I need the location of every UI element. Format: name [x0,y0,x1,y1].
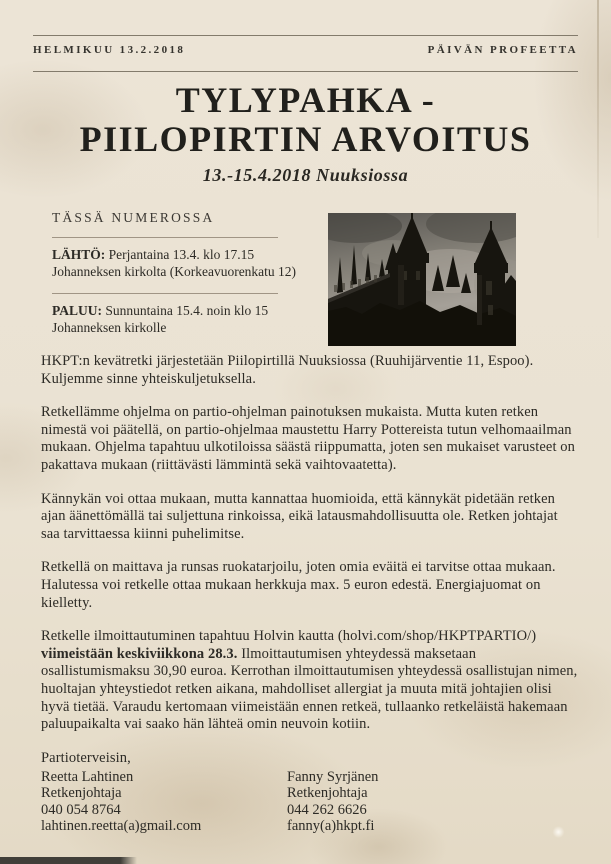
departure-line1 [52,247,302,264]
return-label: PALUU: [52,303,102,318]
contact-name: Fanny Syrjänen [287,769,379,785]
info-divider [52,237,278,238]
departure-location: Johanneksen kirkolta (Korkeavuorenkatu 12) [52,263,297,279]
departure-text: Perjantaina 13.4. klo 17.15 [105,247,255,262]
info-box [52,210,302,336]
castle-photo-image [328,213,516,346]
contact-name: Reetta Lahtinen [41,769,134,785]
castle-photo [328,213,516,346]
contact-email: lahtinen.reetta(a)gmail.com [41,818,202,835]
info-divider [52,293,278,294]
scan-artifact-bar [0,857,137,864]
page-title-line1: TYLYPAHKA - [175,80,436,120]
masthead [33,44,578,56]
paragraph-2: Retkellämme ohjelma on partio-ohjelman painotuksen mukaista. Mutta kuten retken nimestä voi päätellä, on partio-ohjelmaa maustettu Harry Pottereista tutun velhomaailman mukaan. Ohjelma tapahtuu ulkotiloissa säästä riippumatta, joten sen mukaiset varusteet on pakattava mukaan (riittävästi lämmintä sekä vaihtovaatetta). [41,404,575,473]
paragraph-3: Kännykän voi ottaa mukaan, mutta kannattaa huomioida, että kännykät pidetään retken ajan äänettömällä tai suljettuna rinkoissa, eikä latausmahdollisuutta ole. Retken johtajat saa tarvittaessa kiinni puhelimitse. [41,490,558,542]
page-title-line2: PIILOPIRTIN ARVOITUS [79,119,532,159]
info-heading: TÄSSÄ NUMEROSSA [52,210,215,225]
contact-email: fanny(a)hkpt.fi [287,818,375,835]
contact-role: Retkenjohtaja [41,785,122,802]
masthead-date: HELMIKUU 13.2.2018 [33,44,186,56]
paper-crease [597,0,599,238]
signup-text-pre: Retkelle ilmoittautuminen tapahtuu Holvin kautta (holvi.com/shop/HKPTPARTIO/) [41,628,537,645]
return-item [52,303,302,336]
contact-card [287,769,378,835]
page-subtitle: 13.-15.4.2018 Nuuksiossa [202,165,409,185]
return-location: Johanneksen kirkolle [52,319,167,335]
page-title [0,81,611,159]
masthead-brand: PÄIVÄN PROFEETTA [427,44,578,56]
contact-card [41,769,201,835]
return-text: Sunnuntaina 15.4. noin klo 15 [102,303,269,318]
masthead-rule-bottom [33,71,578,72]
article-body [41,353,578,783]
signup-paragraph [41,628,578,734]
signup-deadline: viimeistään keskiviikkona 28.3. [41,645,238,662]
return-line1 [52,303,302,320]
departure-label: LÄHTÖ: [52,247,106,262]
signup-text-post: Ilmoittautumisen yhteydessä maksetaan osallistumismaksu 30,90 euroa. Kerrothan ilmoittautumisen yhteydessä osallistujan nimen, huoltajan yhteystiedot retken aikana, mahdolliset allergiat ja muuta mitä johtajien olisi hyvä tietää. Varaudu kertomaan viimeistään ennen retkeä, tullaanko retkeläistä hakemaan paluupaikalta vai saako hän lähteä omin neuvoin kotiin. [41,645,578,733]
departure-item [52,247,302,280]
contact-phone: 040 054 8764 [41,801,121,818]
closing-text: Partioterveisin, [41,749,131,766]
contact-role: Retkenjohtaja [287,785,368,802]
masthead-rule-top [33,35,578,36]
paragraph-4: Retkellä on maittava ja runsas ruokatarjoilu, joten omia eväitä ei tarvitse ottaa mukaan. Halutessa voi retkelle ottaa mukaan herkkuja max. 5 euron edestä. Energiajuomat on kielletty. [41,559,556,611]
contact-phone: 044 262 6626 [287,801,367,818]
paragraph-1: HKPT:n kevätretki järjestetään Piilopirtillä Nuuksiossa (Ruuhijärventie 11, Espoo). Kuljemme sinne yhteiskuljetuksella. [41,353,534,387]
